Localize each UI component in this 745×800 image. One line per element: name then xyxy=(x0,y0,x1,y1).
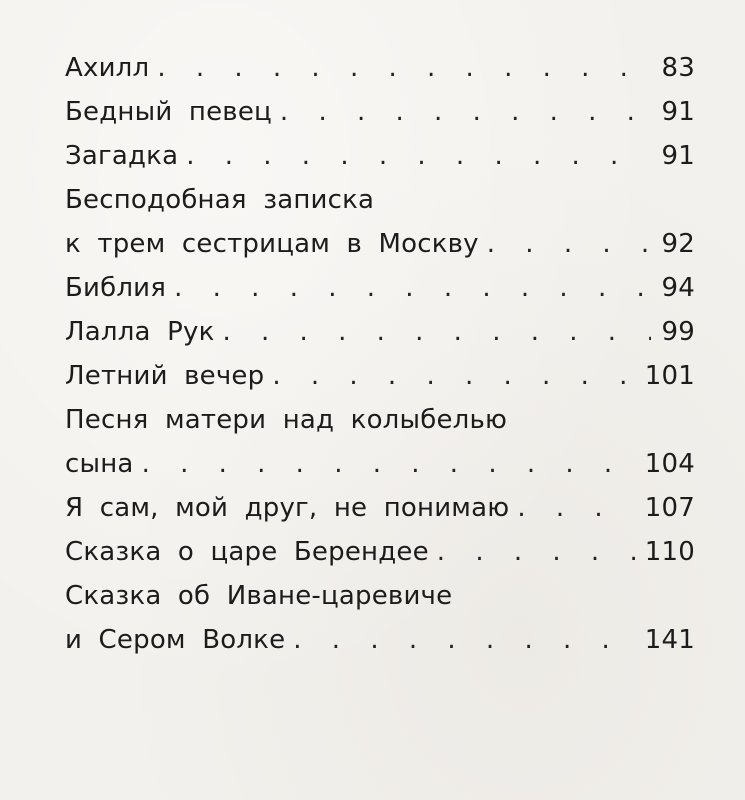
toc-page-number: 83 xyxy=(661,53,695,83)
toc-page-number: 141 xyxy=(644,625,695,655)
table-of-contents xyxy=(65,46,695,662)
dot-leader xyxy=(280,90,651,134)
toc-line xyxy=(65,442,695,486)
toc-page-number: 94 xyxy=(661,273,695,303)
toc-line xyxy=(65,530,695,574)
toc-line xyxy=(65,266,695,310)
toc-entry xyxy=(65,178,695,266)
toc-entry xyxy=(65,310,695,354)
toc-entry-title: Я сам, мой друг, не понимаю xyxy=(65,493,510,523)
toc-entry-title-continuation: к трем сестрицам в Москву xyxy=(65,229,479,259)
toc-entry xyxy=(65,398,695,486)
toc-line xyxy=(65,574,695,618)
toc-page-number: 101 xyxy=(644,361,695,391)
toc-page-number: 99 xyxy=(661,317,695,347)
toc-entry-title-continuation: сына xyxy=(65,449,134,479)
toc-page-number: 110 xyxy=(644,537,695,567)
toc-page-number: 104 xyxy=(644,449,695,479)
toc-entry-title: Сказка о царе Берендее xyxy=(65,537,429,567)
dot-leader xyxy=(186,134,651,178)
toc-entry xyxy=(65,134,695,178)
toc-entry xyxy=(65,266,695,310)
toc-line xyxy=(65,486,695,530)
toc-page-number: 92 xyxy=(661,229,695,259)
toc-entry-title: Лалла Рук xyxy=(65,317,215,347)
toc-page-number: 107 xyxy=(644,493,695,523)
toc-line xyxy=(65,398,695,442)
toc-entry-title: Бесподобная записка xyxy=(65,185,375,215)
dot-leader xyxy=(142,442,635,486)
dot-leader xyxy=(157,46,651,90)
toc-line xyxy=(65,46,695,90)
toc-entry-title: Ахилл xyxy=(65,53,150,83)
toc-entry-title: Библия xyxy=(65,273,167,303)
toc-page-number: 91 xyxy=(661,141,695,171)
toc-entry-title: Загадка xyxy=(65,141,179,171)
dot-leader xyxy=(174,266,651,310)
dot-leader xyxy=(487,222,651,266)
toc-entry-title: Бедный певец xyxy=(65,97,272,127)
toc-entry xyxy=(65,574,695,662)
toc-entry xyxy=(65,46,695,90)
toc-entry-title: Сказка об Иване-царевиче xyxy=(65,581,453,611)
toc-entry-title: Летний вечер xyxy=(65,361,265,391)
dot-leader xyxy=(437,530,635,574)
toc-line xyxy=(65,354,695,398)
toc-entry xyxy=(65,486,695,530)
dot-leader xyxy=(272,354,634,398)
toc-entry xyxy=(65,90,695,134)
toc-line xyxy=(65,618,695,662)
dot-leader xyxy=(517,486,634,530)
dot-leader xyxy=(223,310,652,354)
dot-leader xyxy=(293,618,635,662)
toc-entry xyxy=(65,354,695,398)
toc-line xyxy=(65,222,695,266)
toc-line xyxy=(65,134,695,178)
toc-line xyxy=(65,178,695,222)
toc-page-number: 91 xyxy=(661,97,695,127)
toc-line xyxy=(65,310,695,354)
toc-entry-title: Песня матери над колыбелью xyxy=(65,405,508,435)
toc-entry xyxy=(65,530,695,574)
toc-entry-title-continuation: и Сером Волке xyxy=(65,625,286,655)
toc-line xyxy=(65,90,695,134)
